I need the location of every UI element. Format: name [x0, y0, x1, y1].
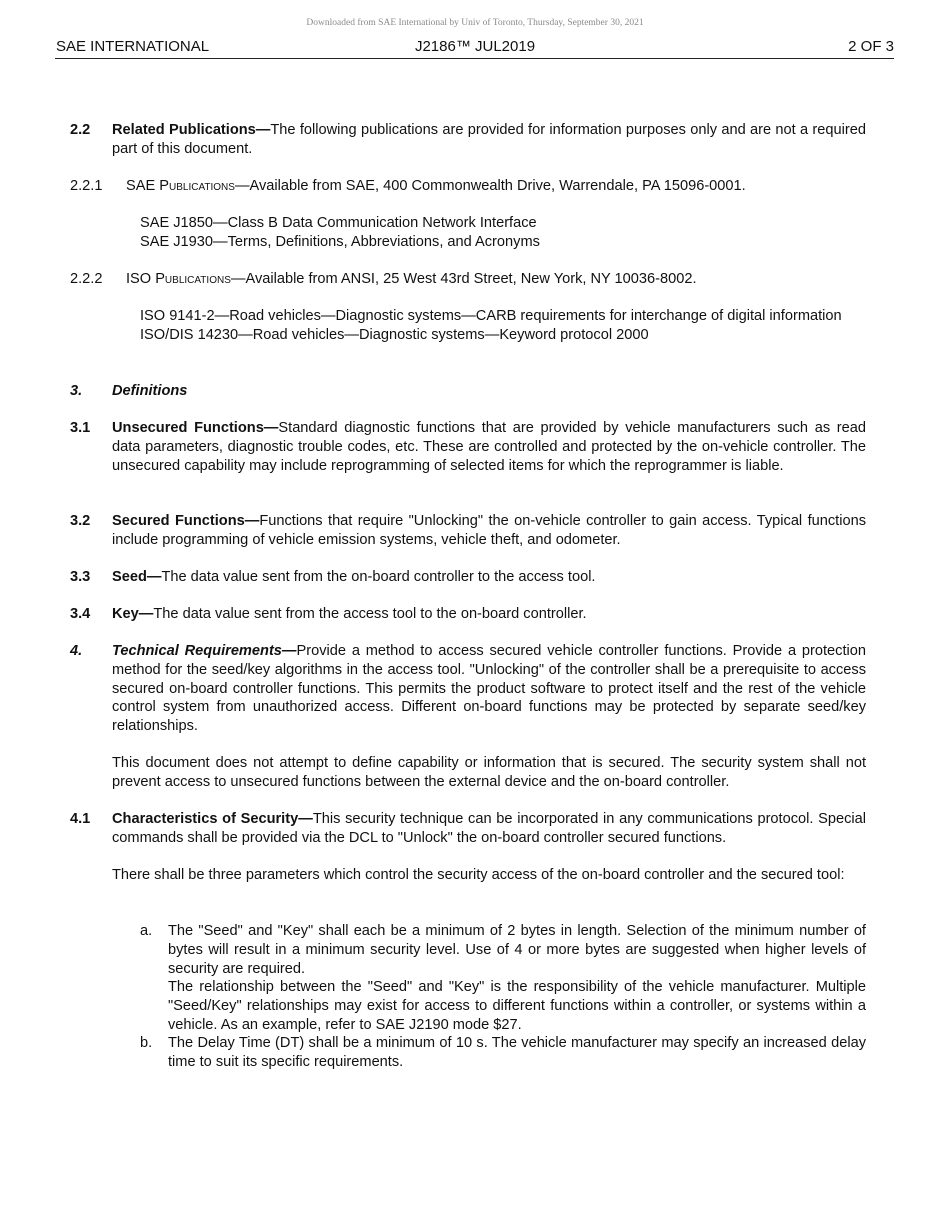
section-title: Related Publications— [112, 122, 271, 138]
header-page-number: 2 OF 3 [848, 38, 894, 55]
section-body [112, 382, 866, 401]
section-text: Functions that require "Unlocking" the on-vehicle controller to gain access. Typical functions include programming of vehicle emission systems, vehicle theft, and odometer. [112, 513, 866, 548]
section-text: This security technique can be incorporated in any communications protocol. Special commands shall be provided via the DCL to "Unlock" the on-board controller secured functions. [112, 811, 866, 846]
section-number: 2.2.1 [70, 178, 103, 194]
section-title: Seed— [112, 569, 162, 585]
section-body [112, 419, 866, 475]
section-3-1 [70, 419, 866, 475]
section-title: Secured Functions— [112, 513, 260, 529]
section-body [126, 177, 866, 196]
section-text: The following publications are provided for information purposes only and are not a required part of this document. [112, 122, 866, 157]
section-2-2-1 [70, 177, 866, 196]
section-3-2 [70, 512, 866, 550]
section-2-2 [70, 121, 866, 159]
section-text: Provide a method to access secured vehicle controller functions. Provide a protection method for the seed/key algorithms in the access tool. "Unlocking" of the controller shall be a prerequisite to access secured on-board controller functions. This permits the product software to protect itself and the rest of the vehicle control system from unauthorized access. Different on-board functions may be protected by separate seed/key relationships. [112, 643, 866, 735]
section-3-4 [70, 605, 866, 624]
list-item-paragraph: The Delay Time (DT) shall be a minimum of 10 s. The vehicle manufacturer may specify an increased delay time to suit its specific requirements. [168, 1035, 866, 1070]
list-item-paragraph: The relationship between the "Seed" and "Key" is the responsibility of the vehicle manufacturer. Multiple "Seed/Key" relationships may exist for access to different functions within a controller, or systems within a vehicle. As an example, refer to SAE J2190 mode $27. [168, 979, 866, 1033]
section-number: 3.3 [70, 569, 91, 585]
section-text: Standard diagnostic functions that are provided by vehicle manufacturers such as read data parameters, diagnostic trouble codes, etc. These are controlled and protected by the on-vehicle controller. The unsecured capability may include reprogramming of selected items for which the reprogrammer is liable. [112, 420, 866, 474]
section-3 [70, 382, 866, 401]
section-number: 3.4 [70, 606, 91, 622]
list-item-label: b. [140, 1035, 153, 1051]
section-body [112, 810, 866, 848]
section-text: —Available from ANSI, 25 West 43rd Street, New York, NY 10036-8002. [230, 271, 697, 287]
section-number: 4. [70, 643, 83, 659]
section-title: Definitions [112, 383, 188, 399]
section-body [112, 568, 866, 587]
section-text: —Available from SAE, 400 Commonwealth Drive, Warrendale, PA 15096-0001. [234, 178, 746, 194]
section-text: The data value sent from the access tool to the on-board controller. [153, 606, 587, 622]
download-watermark: Downloaded from SAE International by Univ of Toronto, Thursday, September 30, 2021 [306, 18, 644, 28]
reference-item: ISO 9141-2—Road vehicles—Diagnostic systems—CARB requirements for interchange of digital information [140, 308, 842, 324]
section-4-paragraph: This document does not attempt to define capability or information that is secured. The security system shall not prevent access to unsecured functions between the external device and the on-board controller. [112, 755, 866, 790]
section-number: 3.1 [70, 420, 91, 436]
reference-item: SAE J1930—Terms, Definitions, Abbreviations, and Acronyms [140, 233, 540, 250]
header-rule [55, 58, 894, 59]
section-number: 2.2 [70, 122, 91, 138]
section-body [112, 512, 866, 550]
section-title: SAE Publications [126, 178, 235, 194]
section-body [126, 270, 866, 289]
section-4-1-paragraph: There shall be three parameters which control the security access of the on-board controller and the secured tool: [112, 867, 845, 883]
section-number: 2.2.2 [70, 271, 103, 287]
section-4 [70, 642, 866, 736]
section-number: 4.1 [70, 811, 91, 827]
section-body [112, 605, 866, 624]
header-doc-id: J2186™ JUL2019 [414, 38, 536, 55]
reference-list-sae [140, 214, 866, 252]
section-title: Key— [112, 606, 154, 622]
section-2-2-2 [70, 270, 866, 289]
header-org: SAE INTERNATIONAL [56, 38, 210, 55]
section-body [112, 121, 866, 159]
section-3-3 [70, 568, 866, 587]
section-title: ISO Publications [126, 271, 231, 287]
section-title: Unsecured Functions— [112, 420, 279, 436]
list-item-text [168, 922, 866, 1035]
section-body [112, 642, 866, 736]
reference-list-iso [140, 307, 866, 345]
section-title: Technical Requirements— [112, 643, 297, 659]
section-title: Characteristics of Security— [112, 811, 313, 827]
section-number: 3.2 [70, 513, 91, 529]
reference-item: ISO/DIS 14230—Road vehicles—Diagnostic systems—Keyword protocol 2000 [140, 326, 649, 343]
list-item-label: a. [140, 923, 153, 939]
list-item-text [168, 1034, 866, 1072]
section-text: The data value sent from the on-board controller to the access tool. [161, 569, 596, 585]
list-item-paragraph: The "Seed" and "Key" shall each be a minimum of 2 bytes in length. Selection of the minimum number of bytes will result in a minimum security level. Use of 4 or more bytes are suggested when higher levels of security are required. [168, 923, 866, 977]
section-4-1 [70, 810, 866, 848]
section-number: 3. [70, 383, 83, 399]
reference-item: SAE J1850—Class B Data Communication Network Interface [140, 215, 537, 231]
